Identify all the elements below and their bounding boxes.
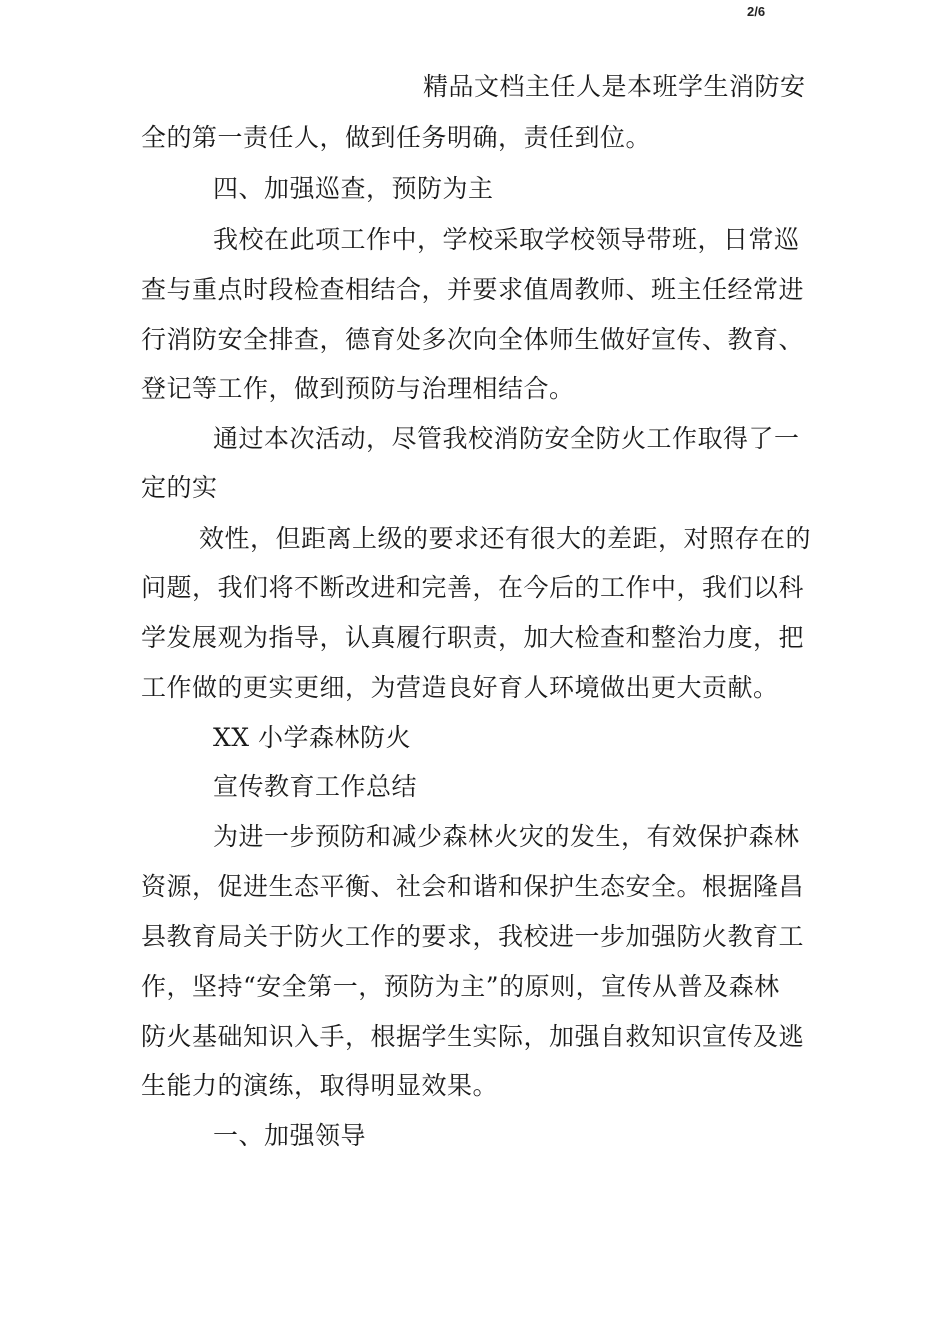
text-line: 防火基础知识入手，根据学生实际，加强自救知识宣传及逃 [141,1022,805,1051]
text-line: 定的实 [141,473,218,502]
document-title: XX 小学森林防火 [213,723,412,752]
page-number: 2/6 [747,4,766,19]
text-line: 通过本次活动，尽管我校消防安全防火工作取得了一 [213,424,800,453]
section-heading: 一、加强领导 [213,1121,367,1150]
text-line: 生能力的演练，取得明显效果。 [141,1071,499,1100]
document-subtitle: 宣传教育工作总结 [213,772,418,801]
text-line: 学发展观为指导，认真履行职责，加大检查和整治力度，把 [141,623,805,652]
text-line: 资源，促进生态平衡、社会和谐和保护生态安全。根据隆昌 [141,872,805,901]
text-line: 问题，我们将不断改进和完善，在今后的工作中，我们以科 [141,573,805,602]
text-line: 登记等工作，做到预防与治理相结合。 [141,374,575,403]
text-line: 为进一步预防和减少森林火灾的发生，有效保护森林 [213,822,800,851]
text-line: 作，坚持“安全第一，预防为主”的原则，宣传从普及森林 [141,972,780,1001]
text-line: 精品文档主任人是本班学生消防安 [423,72,806,101]
text-line: 效性，但距离上级的要求还有很大的差距，对照存在的 [199,524,812,553]
text-line: 查与重点时段检查相结合，并要求值周教师、班主任经常进 [141,275,805,304]
text-line: 县教育局关于防火工作的要求，我校进一步加强防火教育工 [141,922,805,951]
text-line: 工作做的更实更细，为营造良好育人环境做出更大贡献。 [141,673,779,702]
text-line: 行消防安全排查，德育处多次向全体师生做好宣传、教育、 [141,325,805,354]
text-line: 我校在此项工作中，学校采取学校领导带班，日常巡 [213,225,800,254]
text-line: 全的第一责任人，做到任务明确，责任到位。 [141,123,652,152]
section-heading: 四、加强巡查，预防为主 [213,174,494,203]
